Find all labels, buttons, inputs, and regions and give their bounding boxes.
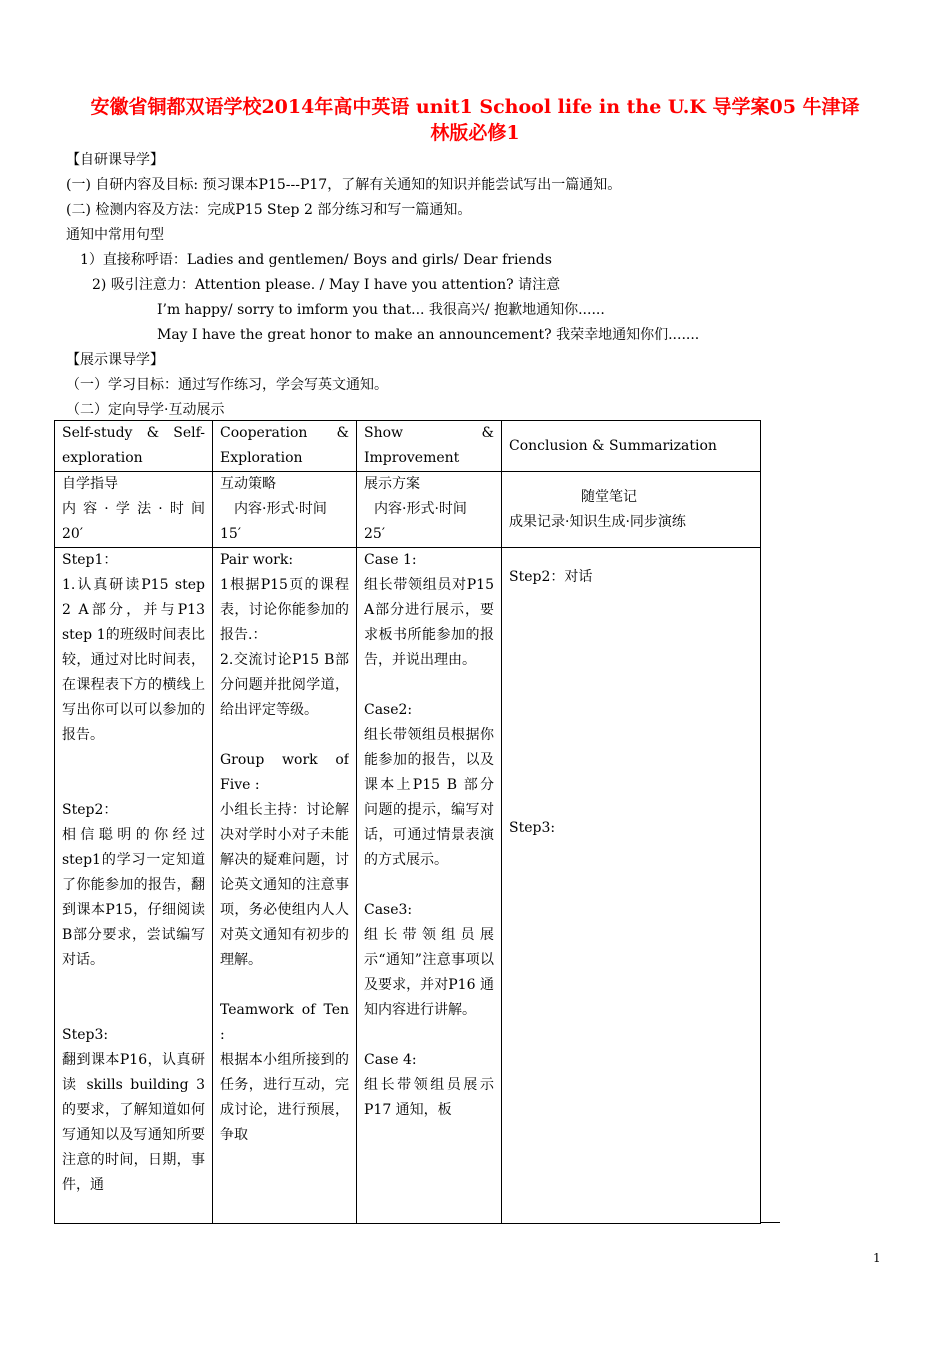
- header-cell-cooperation: [213, 421, 357, 472]
- subheader-detail: 内容·学法·时间: [62, 501, 205, 517]
- subheader-time: 25′: [364, 526, 385, 542]
- header-label: Cooperation & Exploration: [220, 425, 349, 466]
- document-title: [60, 94, 890, 146]
- phrase-3: I’m happy/ sorry to imform you that... 我很高兴/ 抱歉地通知你......: [157, 302, 605, 318]
- body-cell-conclusion: [502, 548, 761, 1224]
- subheader-cell-3: [357, 472, 502, 548]
- table-subheader-row: [55, 472, 761, 548]
- phrases-heading: 通知中常用句型: [66, 227, 164, 243]
- subheader-title: 随堂笔记: [581, 488, 637, 505]
- subheader-detail: 成果记录·知识生成·同步演练: [509, 513, 686, 530]
- subheader-cell-1: [55, 472, 213, 548]
- show-cases: Case 1: 组长带领组员对P15 A部分进行展示，要求板书所能参加的报告，并说出理由。 Case2: 组长带领组员根据你能参加的报告，以及课本上P15 B 部分问题的提示，编写对话，可通过情景表演的方式展示。 Case3: 组长带领组员展示“通知”注意事项以及要求，并对P16 通知内容进行讲解。 Case 4: 组长带领组员展示P17 通知，板: [364, 552, 494, 1118]
- section-heading-self-study: 【自研课导学】: [66, 152, 164, 168]
- header-cell-conclusion: [502, 421, 761, 472]
- body-cell-self-study: [55, 548, 213, 1224]
- section-heading-show: 【展示课导学】: [66, 352, 164, 368]
- title-line-1: 安徽省铜都双语学校2014年高中英语 unit1 School life in the U.K 导学案05 牛津译: [90, 96, 860, 118]
- phrase-4: May I have the great honor to make an announcement? 我荣幸地通知你们.......: [157, 327, 700, 343]
- subheader-time: 15′: [220, 526, 241, 542]
- intro-item-2: (二) 检测内容及方法：完成P15 Step 2 部分练习和写一篇通知。: [66, 202, 472, 218]
- body-cell-show: [357, 548, 502, 1224]
- body-cell-cooperation: [213, 548, 357, 1224]
- page-number: 1: [873, 1251, 881, 1265]
- subheader-title: 自学指导: [62, 476, 118, 492]
- self-study-steps: Step1： 1.认真研读P15 step 2 A部分，并与P13 step 1的班级时间表比较，通过对比时间表，在课程表下方的横线上写出你可以可以参加的报告。 Step2： 相信聪明的你经过step1的学习一定知道了你能参加的报告，翻到课本P15，仔细阅读B部分要求，尝试编写对话。 Step3: 翻到课本P16，认真研读 skills building 3的要求，了解知道如何写通知以及写通知所要注意的时间，日期，事件，通: [62, 552, 205, 1193]
- cooperation-steps: Pair work: 1根据P15页的课程表，讨论你能参加的报告.： 2.交流讨论P15 B部分问题并批阅学道，给出评定等级。 Group work of Five : 小组长主持：讨论解决对学时小对子未能解决的疑难问题，讨论英文通知的注意事项，务必使组内人人对英文通知有初步的理解。 Teamwork of Ten : 根据本小组所接到的任务，进行互动，完成讨论，进行预展，争取: [220, 552, 349, 1143]
- phrase-2: 2) 吸引注意力：Attention please. / May I have you attention? 请注意: [92, 277, 561, 293]
- subheader-detail: 内容·形式·时间: [374, 501, 467, 517]
- header-cell-self-study: [55, 421, 213, 472]
- table-edge-rule: [761, 1222, 780, 1223]
- table-body-row: [55, 548, 761, 1224]
- phrase-1: 1）直接称呼语：Ladies and gentlemen/ Boys and girls/ Dear friends: [80, 252, 552, 268]
- subheader-cell-4: [502, 472, 761, 548]
- notes-step2: Step2：对话: [509, 569, 593, 585]
- intro-item-4: （二）定向导学·互动展示: [66, 402, 225, 418]
- notes-step3: Step3:: [509, 820, 556, 836]
- header-label: Show & Improvement: [364, 425, 494, 466]
- title-line-2: 林版必修1: [430, 122, 520, 144]
- guide-table: [54, 420, 761, 1224]
- header-cell-show: [357, 421, 502, 472]
- table-header-row: [55, 421, 761, 472]
- subheader-title: 互动策略: [220, 476, 276, 492]
- intro-item-3: （一）学习目标：通过写作练习，学会写英文通知。: [66, 377, 388, 393]
- subheader-time: 20′: [62, 526, 83, 542]
- subheader-cell-2: [213, 472, 357, 548]
- header-label: Self-study & Self-exploration: [62, 425, 205, 466]
- subheader-detail: 内容·形式·时间: [234, 501, 327, 517]
- header-label: Conclusion & Summarization: [509, 437, 717, 454]
- subheader-title: 展示方案: [364, 476, 420, 492]
- intro-item-1: (一) 自研内容及目标: 预习课本P15---P17，了解有关通知的知识并能尝试写出一篇通知。: [66, 177, 622, 193]
